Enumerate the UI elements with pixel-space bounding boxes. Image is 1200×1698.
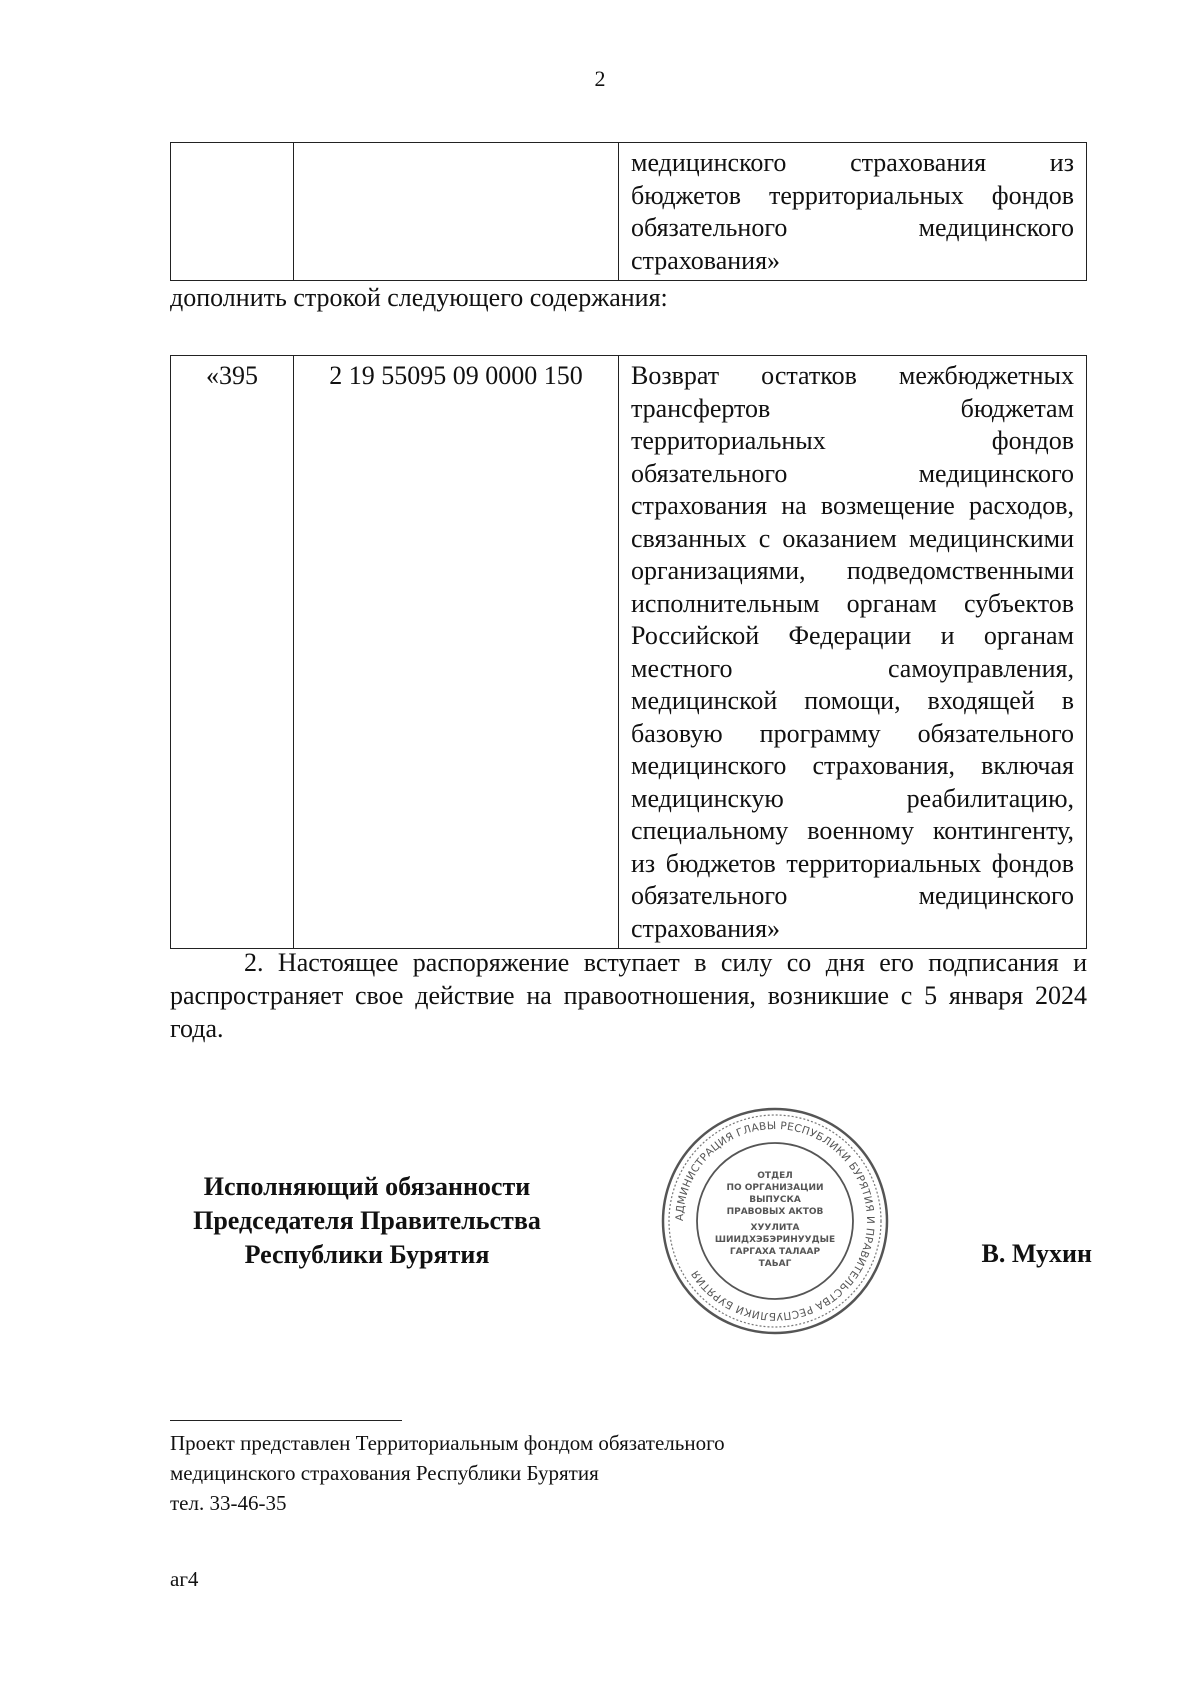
seal-center-line: ПО ОРГАНИЗАЦИИ	[726, 1183, 824, 1193]
row-number-cell	[171, 143, 294, 281]
seal-center-line: ПРАВОВЫХ АКТОВ	[726, 1207, 824, 1217]
signatory-name: В. Мухин	[981, 1239, 1092, 1268]
signatory-title-line: Исполняющий обязанности	[203, 1172, 531, 1201]
footnote-divider	[170, 1420, 402, 1421]
table-row	[171, 356, 1087, 949]
seal-center-line: ХУУЛИТА	[750, 1223, 800, 1233]
paragraph-2: 2. Настоящее распоряжение вступает в силу со дня его подписания и распространяет свое действие на правоотношения, возникшие с 5 января 2024 года.	[170, 948, 1087, 1043]
seal-center-line: ОТДЕЛ	[757, 1171, 793, 1181]
footnote-line: тел. 33-46-35	[170, 1491, 287, 1515]
continued-table	[170, 142, 1087, 281]
seal-center-line: ГАРГАХА ТАЛААР	[729, 1247, 821, 1257]
row-number-cell: «395	[171, 356, 294, 949]
page-number: 2	[594, 66, 606, 91]
new-row-table	[170, 355, 1087, 949]
seal-center-line: ШИИДХЭБЭРИНУУДЫЕ	[714, 1235, 836, 1245]
signatory-title-line: Председателя Правительства	[193, 1206, 541, 1235]
code-cell: 2 19 55095 09 0000 150	[294, 356, 619, 949]
footnote-line: Проект представлен Территориальным фондом обязательного	[170, 1431, 725, 1455]
official-seal	[660, 1106, 890, 1336]
description-cell: Возврат остатков межбюджетных трансфертов бюджетам территориальных фондов обязательного медицинского страхования на возмещение расходов, связанных с оказанием медицинскими организациями, подведомственными исполнительным органам субъектов Российской Федерации и органам местного самоуправления, медицинской помощи, входящей в базовую программу обязательного медицинского страхования, включая медицинскую реабилитацию, специальному военному контингенту, из бюджетов территориальных фондов обязательного медицинского страхования»	[619, 356, 1087, 949]
description-cell: медицинского страхования из бюджетов территориальных фондов обязательного медицинского страхования»	[619, 143, 1087, 281]
intro-text: дополнить строкой следующего содержания:	[170, 283, 668, 312]
seal-center-line: ТАЬАГ	[758, 1259, 792, 1269]
table-row	[171, 143, 1087, 281]
document-code: аг4	[170, 1567, 199, 1591]
footnote	[170, 1428, 725, 1518]
signatory-title	[172, 1170, 562, 1272]
seal-outer-text: АДМИНИСТРАЦИЯ ГЛАВЫ РЕСПУБЛИКИ БУРЯТИЯ И ПРАВИТЕЛЬСТВА РЕСПУБЛИКИ БУРЯТИЯ	[673, 1119, 877, 1323]
svg-text:АДМИНИСТРАЦИЯ ГЛАВЫ РЕСПУБЛИКИ	[674, 1120, 876, 1322]
seal-center-line: ВЫПУСКА	[749, 1195, 801, 1205]
code-cell	[294, 143, 619, 281]
signatory-title-line: Республики Бурятия	[244, 1240, 490, 1269]
footnote-line: медицинского страхования Республики Бурятия	[170, 1461, 599, 1485]
